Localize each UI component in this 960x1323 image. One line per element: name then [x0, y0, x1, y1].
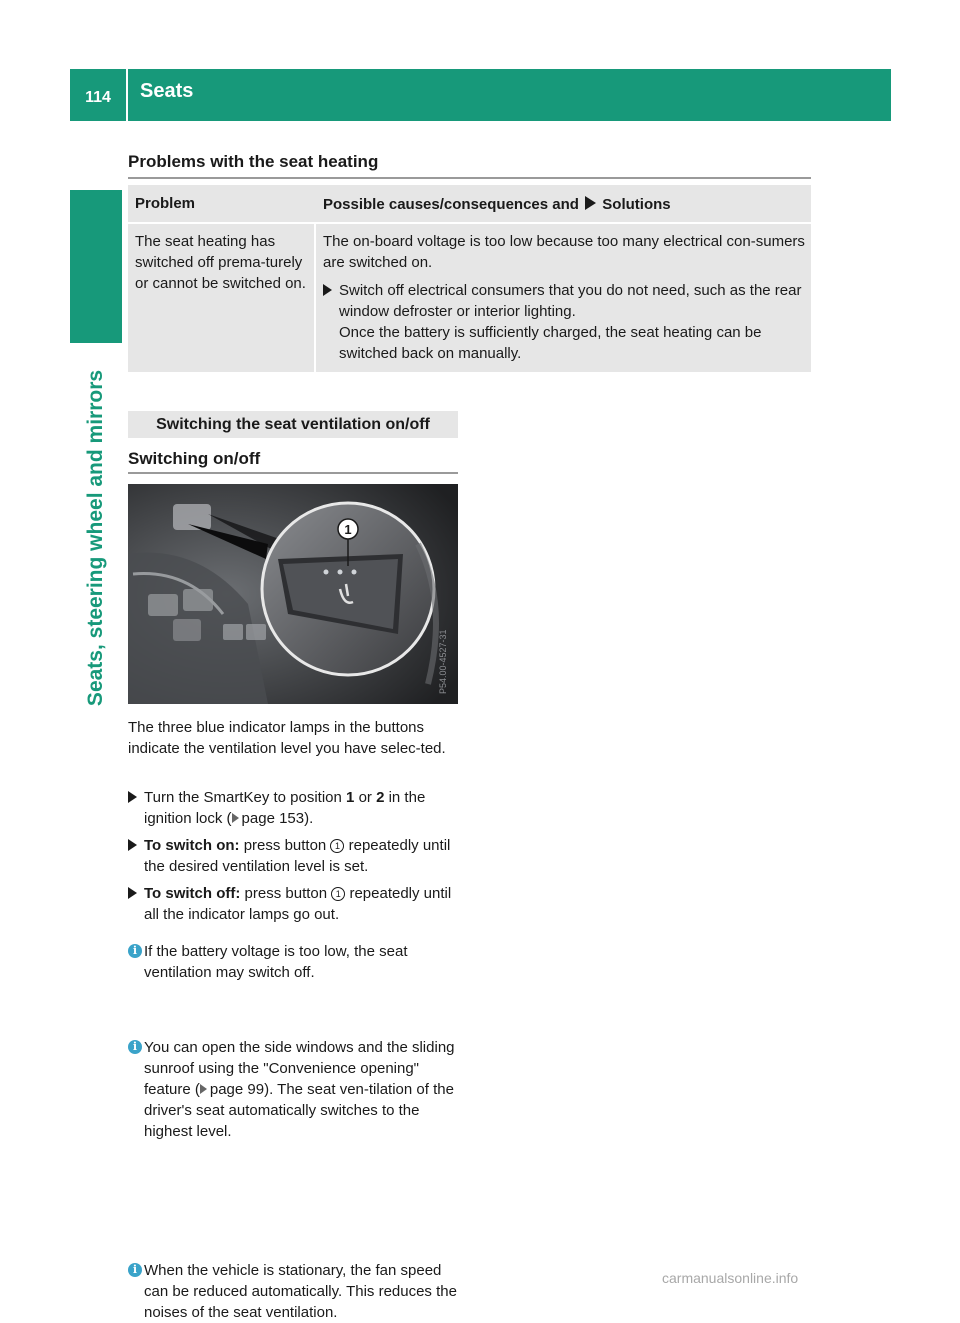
step1-text-b: in the ignition lock ( [144, 789, 426, 827]
chapter-label-text: Seats, steering wheel and mirrors [84, 369, 107, 707]
step3-label: To switch off: [144, 885, 241, 902]
solution-line-1: Switch off electrical consumers that you do not need, such as the rear window defroster or interior lighting. [339, 282, 802, 320]
callout-number: 1 [344, 522, 352, 537]
info-icon: i [128, 1263, 142, 1277]
seat-ventilation-photo [128, 484, 458, 704]
button-1-ref: 1 [331, 887, 345, 901]
section-title: Seats [140, 80, 194, 102]
ventilation-section-band: Switching the seat ventilation on/off [128, 411, 458, 438]
info-stationary [128, 1260, 464, 1323]
button-1-ref: 1 [330, 839, 344, 853]
step-switch-on [128, 835, 464, 877]
col-problem-header: Problem [135, 195, 196, 212]
problems-table-header [128, 185, 811, 222]
chapter-tab [70, 190, 122, 343]
solution-line-2: Once the battery is sufficiently charged, the seat heating can be switched back on manually. [339, 324, 762, 362]
arrow-right-icon [323, 284, 332, 296]
table-row-solution-cell [316, 224, 811, 372]
info-convenience-opening [128, 1037, 464, 1142]
page-ref-icon [200, 1084, 207, 1094]
page-header [70, 69, 891, 121]
problem-text: The seat heating has switched off prema-turely or cannot be switched on. [135, 233, 306, 292]
step3-text-a: press button [244, 885, 328, 902]
step1-position-2: 2 [376, 789, 385, 806]
step2-text-b: repeatedly until the desired ventilation level is set. [144, 837, 451, 875]
arrow-right-icon [128, 887, 137, 899]
col-causes-prefix: Possible causes/consequences and [323, 196, 579, 213]
step2-label: To switch on: [144, 837, 240, 854]
step1-position-1: 1 [346, 789, 355, 806]
info2-text-a: You can open the side windows and the sliding sunroof using the "Convenience opening" feature ( [144, 1039, 455, 1098]
image-code: P54.00-4527-31 [438, 629, 448, 694]
col-causes-header [323, 196, 671, 213]
arrow-right-icon [585, 196, 596, 210]
info-icon: i [128, 944, 142, 958]
subtitle-rule [128, 472, 458, 474]
header-divider [126, 69, 128, 121]
chapter-label [70, 348, 122, 728]
title-rule [128, 177, 811, 179]
info2-page-ref[interactable]: page 99). The seat ven-tilation of the driver's seat automatically switches to the highest level. [144, 1081, 454, 1140]
heating-problems-title: Problems with the seat heating [128, 152, 379, 171]
step1-or: or [358, 789, 372, 806]
switching-title: Switching on/off [128, 449, 261, 468]
info-icon: i [128, 1040, 142, 1054]
step1-page-ref[interactable]: page 153). [241, 810, 314, 827]
page-ref-icon [232, 813, 239, 823]
step3-text-b: repeatedly until all the indicator lamps go out. [144, 885, 452, 923]
cause-text: The on-board voltage is too low because too many electrical con-sumers are switched on. [323, 233, 805, 271]
arrow-right-icon [128, 839, 137, 851]
step-switch-off [128, 883, 464, 925]
solution-step [323, 280, 809, 364]
step2-text-a: press button [243, 837, 327, 854]
col-causes-suffix: Solutions [602, 196, 671, 213]
info-battery [128, 941, 464, 983]
door-panel-illustration [128, 484, 458, 704]
step-ignition [128, 787, 464, 829]
arrow-right-icon [128, 791, 137, 803]
page-number: 114 [85, 89, 111, 106]
watermark: carmanualsonline.info [662, 1270, 799, 1286]
info3-text: When the vehicle is stationary, the fan speed can be reduced automatically. This reduces the noises of the seat ventilation. [144, 1262, 457, 1321]
ventilation-intro: The three blue indicator lamps in the buttons indicate the ventilation level you have selec-ted. [128, 719, 446, 757]
table-row-problem-cell [128, 224, 314, 372]
step1-text-a: Turn the SmartKey to position [144, 789, 342, 806]
info1-text: If the battery voltage is too low, the seat ventilation may switch off. [144, 943, 408, 981]
